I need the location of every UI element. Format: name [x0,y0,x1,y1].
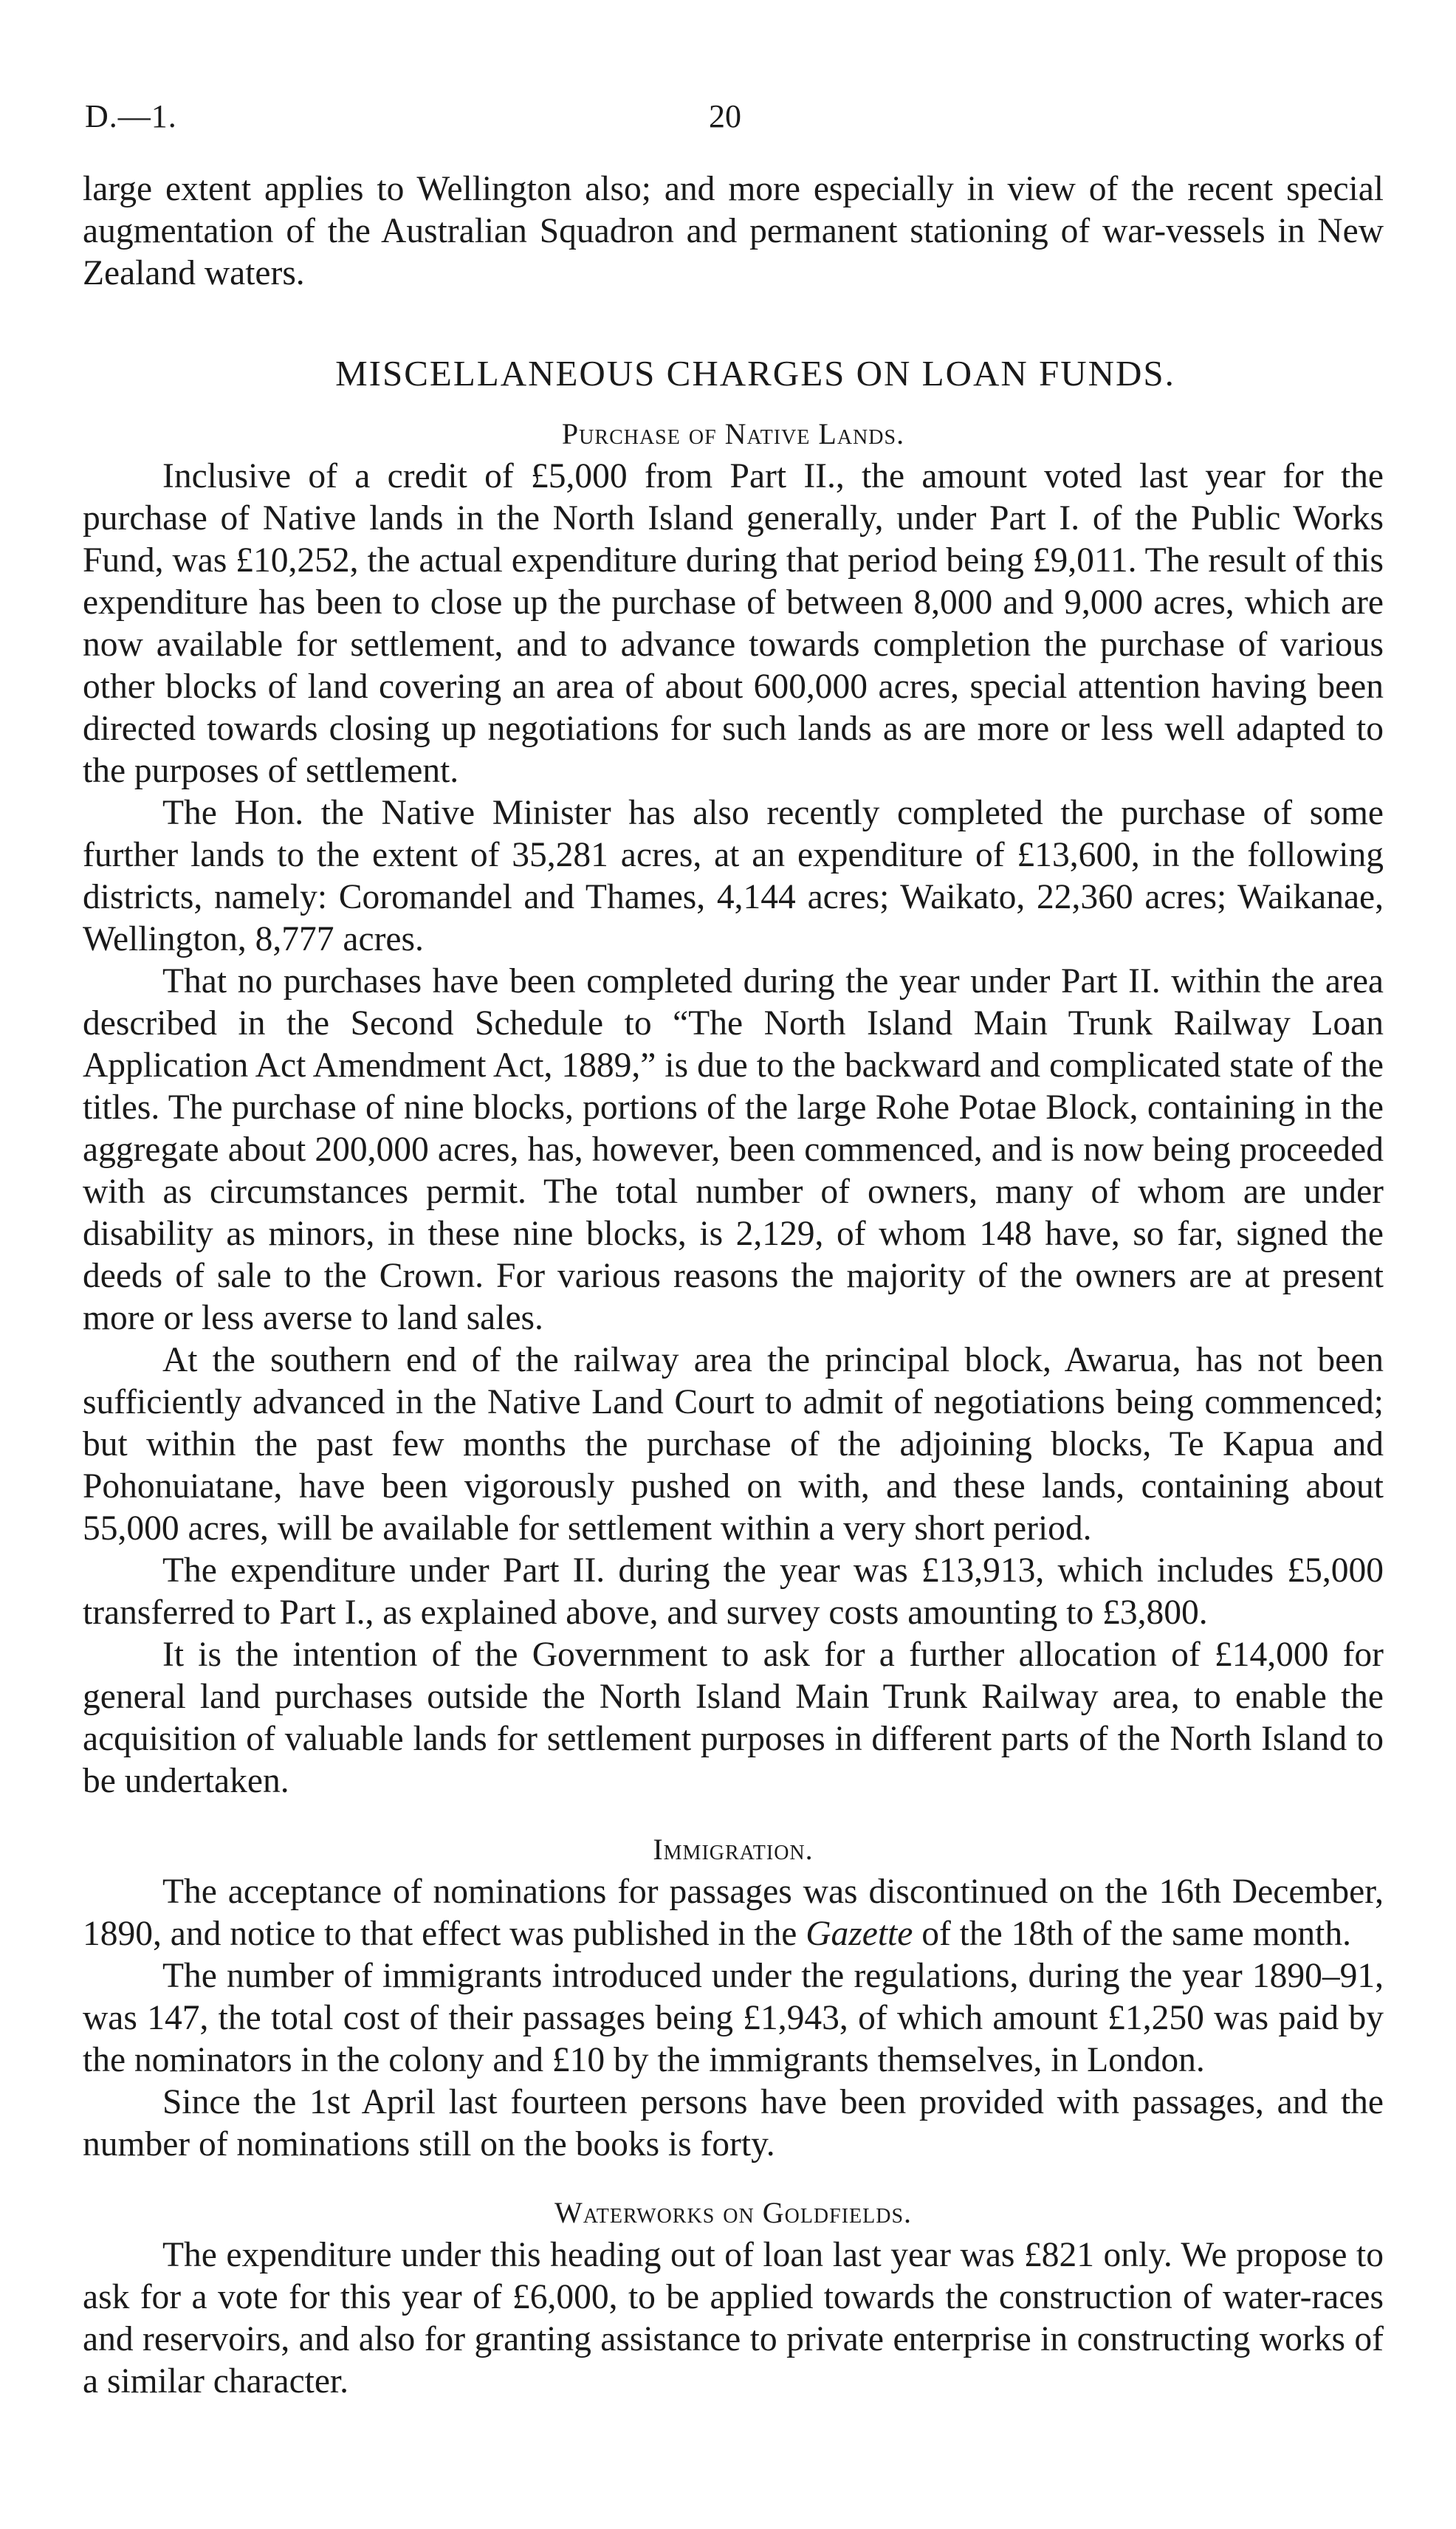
waterworks-paragraph: The expenditure under this heading out of loan last year was £821 only. We propose to ask for a vote for this year of £6,000, to be applied towards the construction of water-races and reservoirs, and also for granting assistance to private enterprise in constructing works of a similar character. [83,2236,1384,2401]
native-lands-paragraph: Inclusive of a credit of £5,000 from Part II., the amount voted last year for the purchase of Native lands in the North Island generally, under Part I. of the Public Works Fund, was £10,252, the actual expenditure during that period being £9,011. The result of this expenditure has been to close up the purchase of between 8,000 and 9,000 acres, which are now available for settlement, and to advance towards completion the purchase of various other blocks of land covering an area of about 600,000 acres, special attention having been directed towards closing up negotiations for such lands as are more or less well adapted to the purposes of settlement. [83,457,1384,790]
subheading-native-lands: Purchase of Native Lands. [561,417,905,450]
immigration-paragraph [83,1871,1384,1955]
continued-paragraph: large extent applies to Wellington also; and more especially in view of the recent special augmentation of the Australian Squadron and permanent stationing of war-vessels in New Zealand waters. [83,170,1384,292]
subheading-immigration: Immigration. [653,1833,814,1866]
immigration-paragraph: Since the 1st April last fourteen persons have been provided with passages, and the number of nominations still on the books is forty. [83,2083,1384,2163]
native-lands-paragraph: That no purchases have been completed during the year under Part II. within the area described in the Second Schedule to “The North Island Main Trunk Railway Loan Application Act Amendment Act, 1889,” is due to the backward and complicated state of the titles. The purchase of nine blocks, portions of the large Rohe Potae Block, containing in the aggregate about 200,000 acres, has, however, been commenced, and is now being proceeded with as circumstances permit. The total number of owners, many of whom are under disability as minors, in these nine blocks, is 2,129, of whom 148 have, so far, signed the deeds of sale to the Crown. For various reasons the majority of the owners are at present more or less averse to land sales. [83,962,1384,1337]
document-body [83,168,1384,2403]
native-lands-paragraph: At the southern end of the railway area the principal block, Awarua, has not been sufficiently advanced in the Native Land Court to admit of negotiations being commenced; but within the past few months the purchase of the adjoining blocks, Te Kapua and Pohonuiatane, have been vigorously pushed on with, and these lands, containing about 55,000 acres, will be available for settlement within a very short period. [83,1341,1384,1548]
immigration-text: of the 18th of the same month. [913,1915,1351,1953]
native-lands-paragraph: The Hon. the Native Minister has also recently completed the purchase of some further lands to the extent of 35,281 acres, at an expenditure of £13,600, in the following districts, namely: Coromandel and Thames, 4,144 acres; Waikato, 22,360 acres; Waikanae, Wellington, 8,777 acres. [83,794,1384,958]
native-lands-paragraph: The expenditure under Part II. during the year was £13,913, which includes £5,000 transferred to Part I., as explained above, and survey costs amounting to £3,800. [83,1551,1384,1632]
immigration-paragraph: The number of immigrants introduced under the regulations, during the year 1890–91, was 147, the total cost of their passages being £1,943, of which amount £1,250 was paid by the nominators in the colony and £10 by the immigrants themselves, in London. [83,1957,1384,2079]
immigration-text: The acceptance of nominations for passages was discontinued on the 16th December, 1890, and notice to that effect was published in the [83,1873,1384,1953]
document-reference: D.—1. [85,98,177,134]
section-title: MISCELLANEOUS CHARGES ON LOAN FUNDS. [335,353,1175,394]
page-number: 20 [709,98,741,134]
gazette-title: Gazette [806,1915,913,1953]
subheading-waterworks: Waterworks on Goldfields. [554,2196,913,2229]
native-lands-paragraph: It is the intention of the Government to ask for a further allocation of £14,000 for general land purchases outside the North Island Main Trunk Railway area, to enable the acquisition of valuable lands for settlement purposes in different parts of the North Island to be undertaken. [83,1636,1384,1800]
running-header [85,97,1381,142]
